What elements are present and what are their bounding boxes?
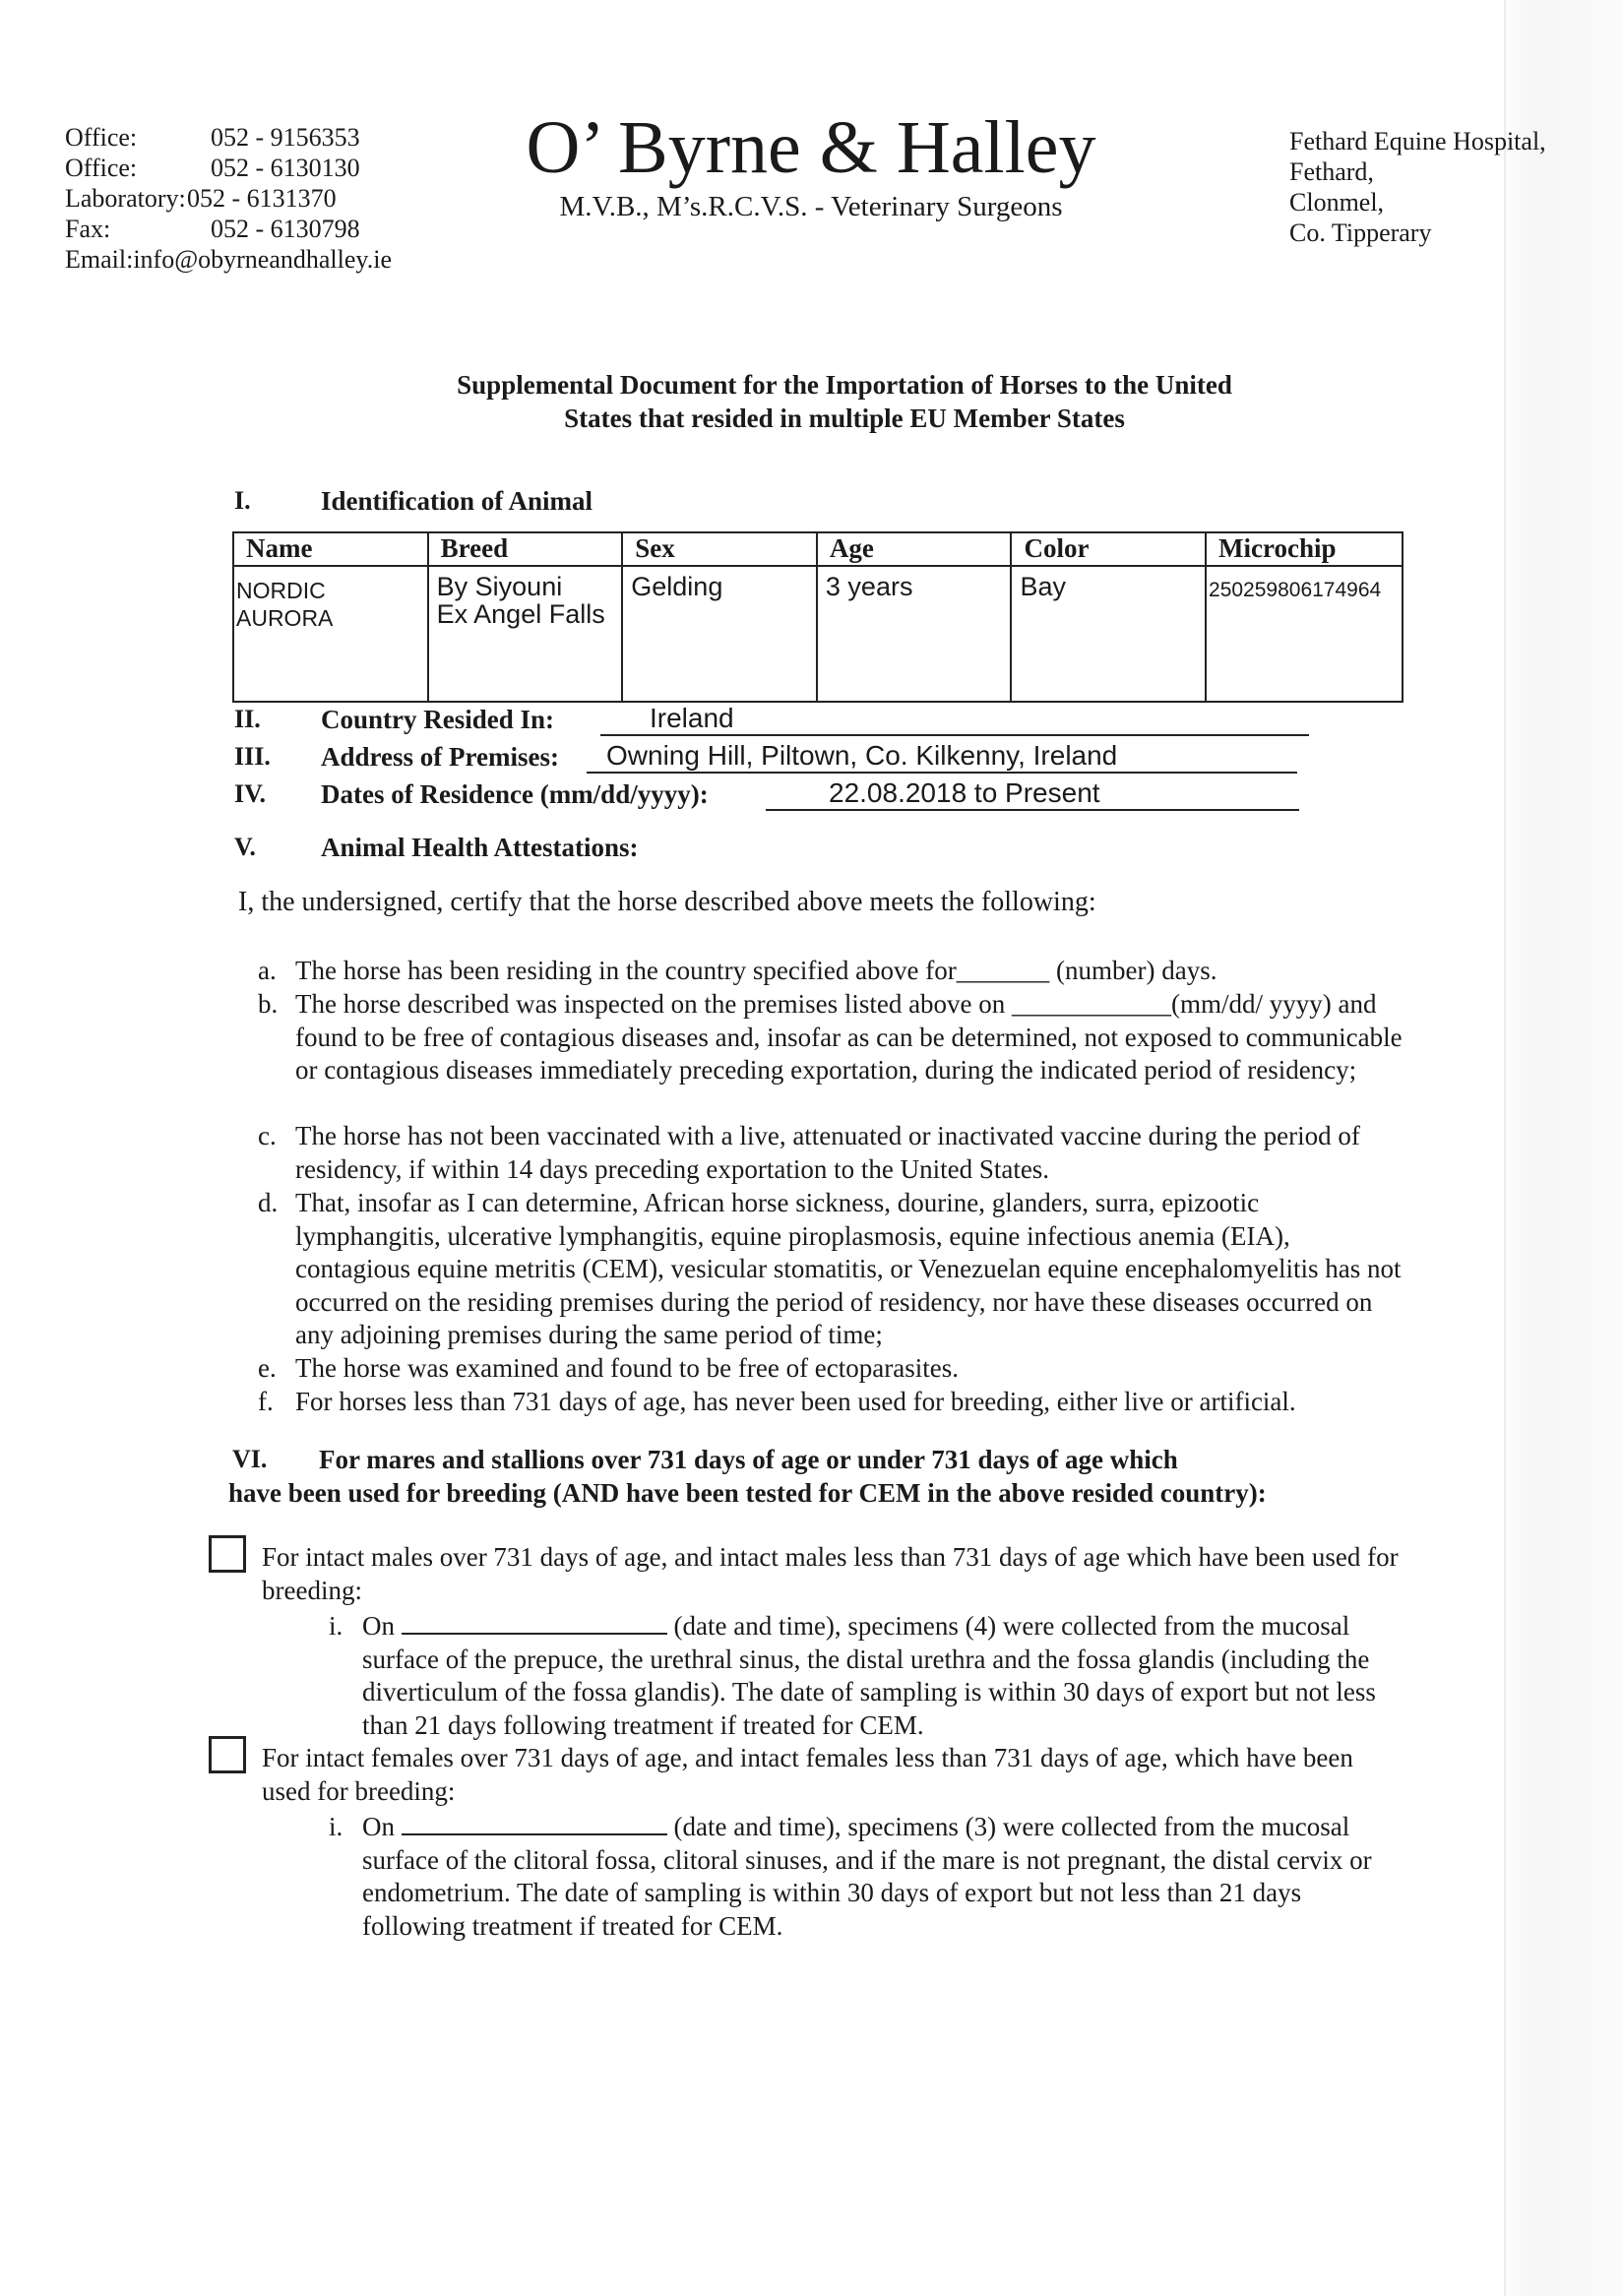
section-6-title: For mares and stallions over 731 days of age or under 731 days of age which <box>319 1445 1178 1474</box>
females-specimen-text: (date and time), specimens (3) were collected from the mucosal surface of the clitoral fossa, clitoral sinuses, and if the mare is not pregnant, the distal cervix or endometrium. The date of sampling is within 30 days of export but not less than 21 days following treatment if treated for CEM. <box>362 1812 1372 1941</box>
males-date-blank[interactable] <box>402 1611 667 1635</box>
value-breed <box>428 566 623 702</box>
list-text: For horses less than 731 days of age, has never been used for breeding, either live or artificial. <box>295 1387 1296 1416</box>
contact-label: Laboratory: <box>65 184 186 213</box>
section-4-label: Dates of Residence (mm/dd/yyyy): <box>321 779 709 809</box>
list-text: That, insofar as I can determine, African horse sickness, dourine, glanders, surra, epizootic lymphangitis, ulcerative lymphangitis, equine piroplasmosis, equine infectious anemia (EIA), contagious equine metritis (CEM), vesicular stomatitis, or Venezuelan equine encephalomyelitis has not occurred on the residing premises during the period of residency, nor have these diseases occurred on any adjoining premises during the same period of time; <box>295 1188 1402 1349</box>
section-1-number: I. <box>234 486 251 515</box>
section-5-number: V. <box>234 833 256 861</box>
section-1-title: Identification of Animal <box>321 486 593 516</box>
residence-dates-value: 22.08.2018 to Present <box>829 777 1100 808</box>
document-title-line: States that resided in multiple EU Member States <box>564 403 1125 433</box>
value-microchip: 250259806174964 <box>1206 566 1403 702</box>
contact-label: Fax: <box>65 215 111 243</box>
value-age: 3 years <box>817 566 1012 702</box>
practice-subtitle: M.V.B., M’s.R.C.V.S. - Veterinary Surgeons <box>559 191 1063 222</box>
females-checkbox[interactable] <box>209 1736 246 1773</box>
premises-address-value: Owning Hill, Piltown, Co. Kilkenny, Ireland <box>606 740 1118 771</box>
males-specimen-text: (date and time), specimens (4) were collected from the mucosal surface of the prepuce, the urethral sinus, the distal urethra and the fossa glandis (including the diverticulum of the fossa glandis). The date of sampling is within 30 days of export but not less than 21 days following treatment if treated for CEM. <box>362 1611 1376 1740</box>
list-marker: d. <box>258 1188 279 1217</box>
value-color: Bay <box>1011 566 1206 702</box>
contact-value: 052 - 6131370 <box>187 184 337 213</box>
females-date-blank[interactable] <box>402 1812 667 1835</box>
value-breed-line: By Siyouni <box>436 572 563 601</box>
attestation-intro: I, the undersigned, certify that the horse described above meets the following: <box>238 887 1096 917</box>
table-row <box>233 566 1403 702</box>
value-sex: Gelding <box>622 566 817 702</box>
value-name: NORDIC AURORA <box>233 566 428 702</box>
section-3-label: Address of Premises: <box>321 742 559 772</box>
contact-value: 052 - 9156353 <box>211 123 360 152</box>
list-text: The horse has not been vaccinated with a live, attenuated or inactivated vaccine during the period of residency, if within 14 days preceding exportation to the United States. <box>295 1121 1360 1184</box>
header-breed: Breed <box>428 532 623 566</box>
header-color: Color <box>1011 532 1206 566</box>
list-marker: e. <box>258 1353 277 1383</box>
address-line: Fethard Equine Hospital, <box>1289 127 1546 155</box>
address-block <box>1289 126 1546 248</box>
section-6-number: VI. <box>232 1445 268 1473</box>
animal-identification-table <box>232 531 1404 703</box>
list-marker: a. <box>258 956 277 985</box>
list-marker: i. <box>329 1611 343 1641</box>
section-2-number: II. <box>234 705 261 733</box>
females-description: For intact females over 731 days of age, and intact females less than 731 days of age, which have been used for breeding: <box>262 1743 1353 1806</box>
address-line: Co. Tipperary <box>1289 218 1432 247</box>
value-breed-line: Ex Angel Falls <box>436 599 605 629</box>
contact-label: Office: <box>65 154 138 182</box>
header-microchip: Microchip <box>1206 532 1403 566</box>
country-field-line <box>600 734 1309 736</box>
list-marker: i. <box>329 1812 343 1841</box>
section-5-title: Animal Health Attestations: <box>321 833 639 862</box>
header-sex: Sex <box>622 532 817 566</box>
list-text <box>362 1610 1405 1742</box>
contact-value: 052 - 6130798 <box>211 215 360 243</box>
document-title-line: Supplemental Document for the Importation of Horses to the United <box>457 370 1232 400</box>
section-3-number: III. <box>234 742 271 771</box>
list-text: The horse has been residing in the country specified above for_______ (number) days. <box>295 956 1217 985</box>
address-line: Fethard, <box>1289 157 1374 186</box>
country-value: Ireland <box>650 703 734 733</box>
on-label: On <box>362 1611 395 1641</box>
section-6-title-line2: have been used for breeding (AND have been tested for CEM in the above resided country): <box>228 1478 1267 1508</box>
header-age: Age <box>817 532 1012 566</box>
table-header-row <box>233 532 1403 566</box>
males-checkbox[interactable] <box>209 1535 246 1573</box>
dates-field-line <box>766 809 1299 811</box>
scan-edge-line <box>1504 0 1506 2296</box>
header-name: Name <box>233 532 428 566</box>
document-title <box>0 368 1622 435</box>
contact-value: 052 - 6130130 <box>211 154 360 182</box>
list-marker: b. <box>258 989 279 1019</box>
scan-edge-shadow <box>1496 0 1622 2296</box>
list-marker: c. <box>258 1121 277 1150</box>
males-description: For intact males over 731 days of age, and intact males less than 731 days of age which have been used for breeding: <box>262 1542 1399 1605</box>
section-4-number: IV. <box>234 779 267 808</box>
address-line: Clonmel, <box>1289 188 1385 217</box>
practice-name: O’ Byrne & Halley <box>526 106 1096 189</box>
contact-label: Office: <box>65 123 138 152</box>
list-marker: f. <box>258 1387 274 1416</box>
address-field-line <box>587 772 1297 774</box>
list-text: The horse described was inspected on the premises listed above on ____________(mm/dd/ yyyy) and found to be free of contagious diseases and, insofar as can be determined, not exposed to communicable or contagious diseases immediately preceding exportation, during the indicated period of residency; <box>295 989 1403 1085</box>
section-2-label: Country Resided In: <box>321 705 555 734</box>
list-text: The horse was examined and found to be free of ectoparasites. <box>295 1353 959 1383</box>
list-text <box>362 1811 1405 1943</box>
contact-email: Email:info@obyrneandhalley.ie <box>65 245 392 274</box>
on-label: On <box>362 1812 395 1841</box>
